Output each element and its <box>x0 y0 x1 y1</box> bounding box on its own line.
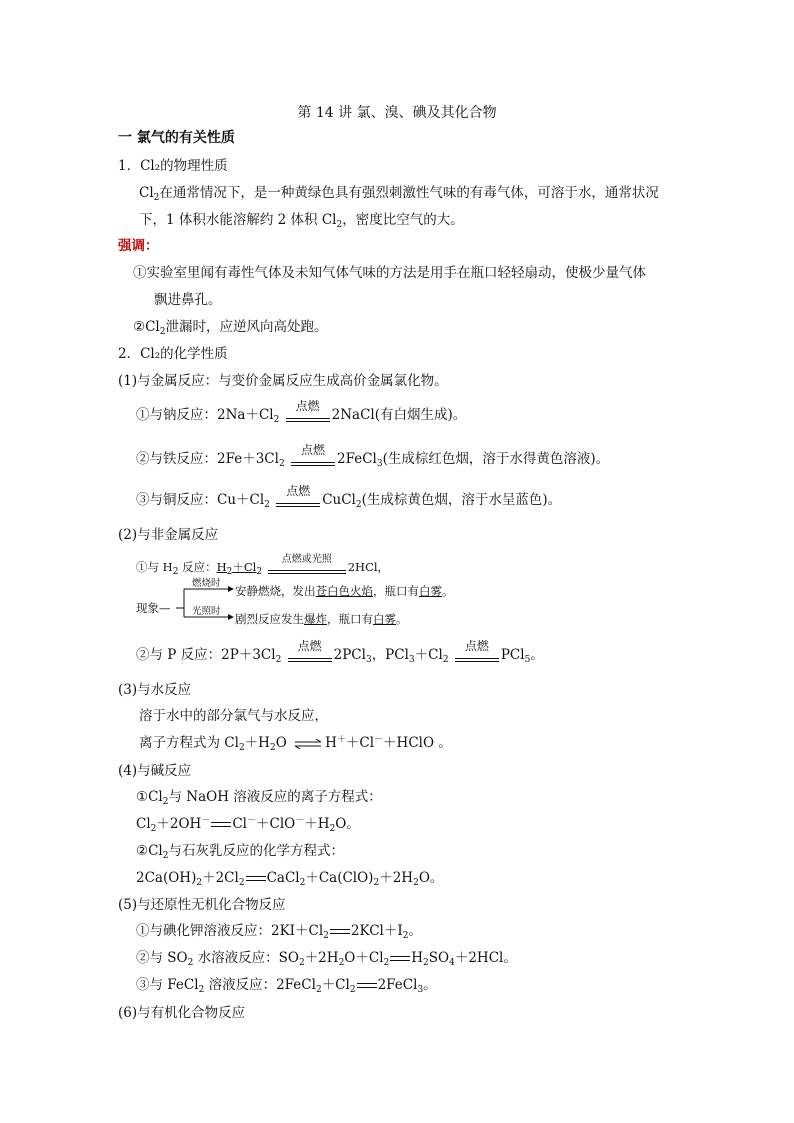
equals-sign <box>357 983 377 988</box>
emphasis-item-1-cont: 飘进鼻孔。 <box>154 292 222 308</box>
nonmetal-reaction-heading: (2)与非金属反应 <box>118 527 219 543</box>
metal-reaction-heading: (1)与金属反应：与变价金属反应生成高价金属氯化物。 <box>118 373 448 389</box>
condition-arrow: 点燃 <box>286 407 330 425</box>
light-condition: 光照时 <box>192 606 221 617</box>
burning-condition: 燃烧时 <box>192 578 221 589</box>
burning-phenomenon: 安静燃烧，发出苍白色火焰，瓶口有白雾。 <box>235 584 454 598</box>
emphasis-item-1: ①实验室里闻有毒性气体及未知气体气味的方法是用手在瓶口轻轻扇动，使极少量气体 <box>133 265 646 281</box>
iron-reaction: ②与铁反应：$2Fe+3Cl_2$ 点燃 2FeCl$_3$(生成棕红色烟，溶于水得黄色溶液)。 <box>136 442 610 469</box>
emphasis-item-2: $②Cl_2$泄漏时，应逆风向高处跑。 <box>133 319 328 337</box>
lime-chemical-equation: $2Ca(OH)_2+2Cl_2$ $CaCl_2+Ca(ClO)_2+2H_2O$。 <box>136 870 444 888</box>
physical-text-line-1: $Cl_2$在通常情况下，是一种黄绿色具有强烈刺激性气味的有毒气体，可溶于水，通常状况 <box>139 185 659 203</box>
reducing-reaction-heading: (5)与还原性无机化合物反应 <box>118 897 286 913</box>
reversible-arrow-icon <box>294 739 322 749</box>
condition-arrow: 点燃或光照 <box>268 559 346 577</box>
water-reaction-heading: (3)与水反应 <box>118 682 192 698</box>
section-heading-chlorine: 一 氯气的有关性质 <box>118 130 235 146</box>
equals-sign <box>330 929 350 934</box>
ki-reaction: ①与碘化钾溶液反应：$2KI+Cl_2$ $2KCl+I_2$。 <box>136 923 422 941</box>
water-text-line-1: 溶于水中的部分氯气与水反应， <box>139 708 328 724</box>
physical-text-line-2: 下，1 体积水能溶解约 2 体积 $Cl_2$，密度比空气的大。 <box>139 212 464 230</box>
equals-sign <box>246 876 266 881</box>
condition-arrow: 点燃 <box>276 492 320 510</box>
lime-reaction-label: $②Cl_2$与石灰乳反应的化学方程式： <box>136 843 344 861</box>
condition-arrow: 点燃 <box>288 647 332 665</box>
water-ionic-equation: 离子方程式为 $Cl_2+H_2O$ H＋＋Cl－＋HClO 。 <box>139 735 452 753</box>
sodium-reaction: ①与钠反应：$2Na+Cl_2$ 点燃 2NaCl(有白烟生成)。 <box>136 398 467 425</box>
fecl2-reaction: ③与 FeCl$_2$ 溶液反应：$2FeCl_2+Cl_2$ 2FeCl$_3$。 <box>136 977 437 995</box>
hydrogen-reaction: ①与 $H_2$ 反应：$H_2+Cl_2$ 点燃或光照 2HCl， <box>136 554 390 577</box>
condition-arrow: 点燃 <box>455 647 499 665</box>
page-title: 第 14 讲 氯、溴、碘及其化合物 <box>297 105 497 121</box>
phosphorus-reaction: ②与 P 反应：$2P+3Cl_2$ 点燃 2PCl$_3$，$PCl_3+Cl_2$ 点燃 PCl$_5$。 <box>136 638 544 665</box>
naoh-ionic-equation: $Cl_2+2OH^-$ $Cl^-+ClO^-+H_2O$。 <box>136 816 360 834</box>
equals-sign <box>211 822 231 827</box>
emphasis-label: 强调： <box>118 238 159 254</box>
base-reaction-heading: (4)与碱反应 <box>118 763 192 779</box>
naoh-reaction-label: $①Cl_2$与 NaOH 溶液反应的离子方程式： <box>136 789 382 807</box>
equals-sign <box>390 956 410 961</box>
so2-reaction: ②与 $SO_2$ 水溶液反应：$SO_2+2H_2O+Cl_2$ $H_2SO_4+2HCl$。 <box>136 950 517 968</box>
organic-reaction-heading: (6)与有机化合物反应 <box>118 1005 246 1021</box>
heading-physical-properties: 1．Cl₂的物理性质 <box>118 158 228 174</box>
phenomena-diagram <box>136 575 454 626</box>
heading-chemical-properties: 2．Cl₂的化学性质 <box>118 346 228 362</box>
condition-arrow: 点燃 <box>291 451 335 469</box>
copper-reaction: ③与铜反应：$Cu+Cl_2$ 点燃 CuCl$_2$(生成棕黄色烟，溶于水呈蓝色)。 <box>136 483 562 510</box>
phenomena-label: 现象— <box>136 601 171 615</box>
light-phenomenon: 剧烈反应发生爆炸，瓶口有白雾。 <box>235 612 408 626</box>
